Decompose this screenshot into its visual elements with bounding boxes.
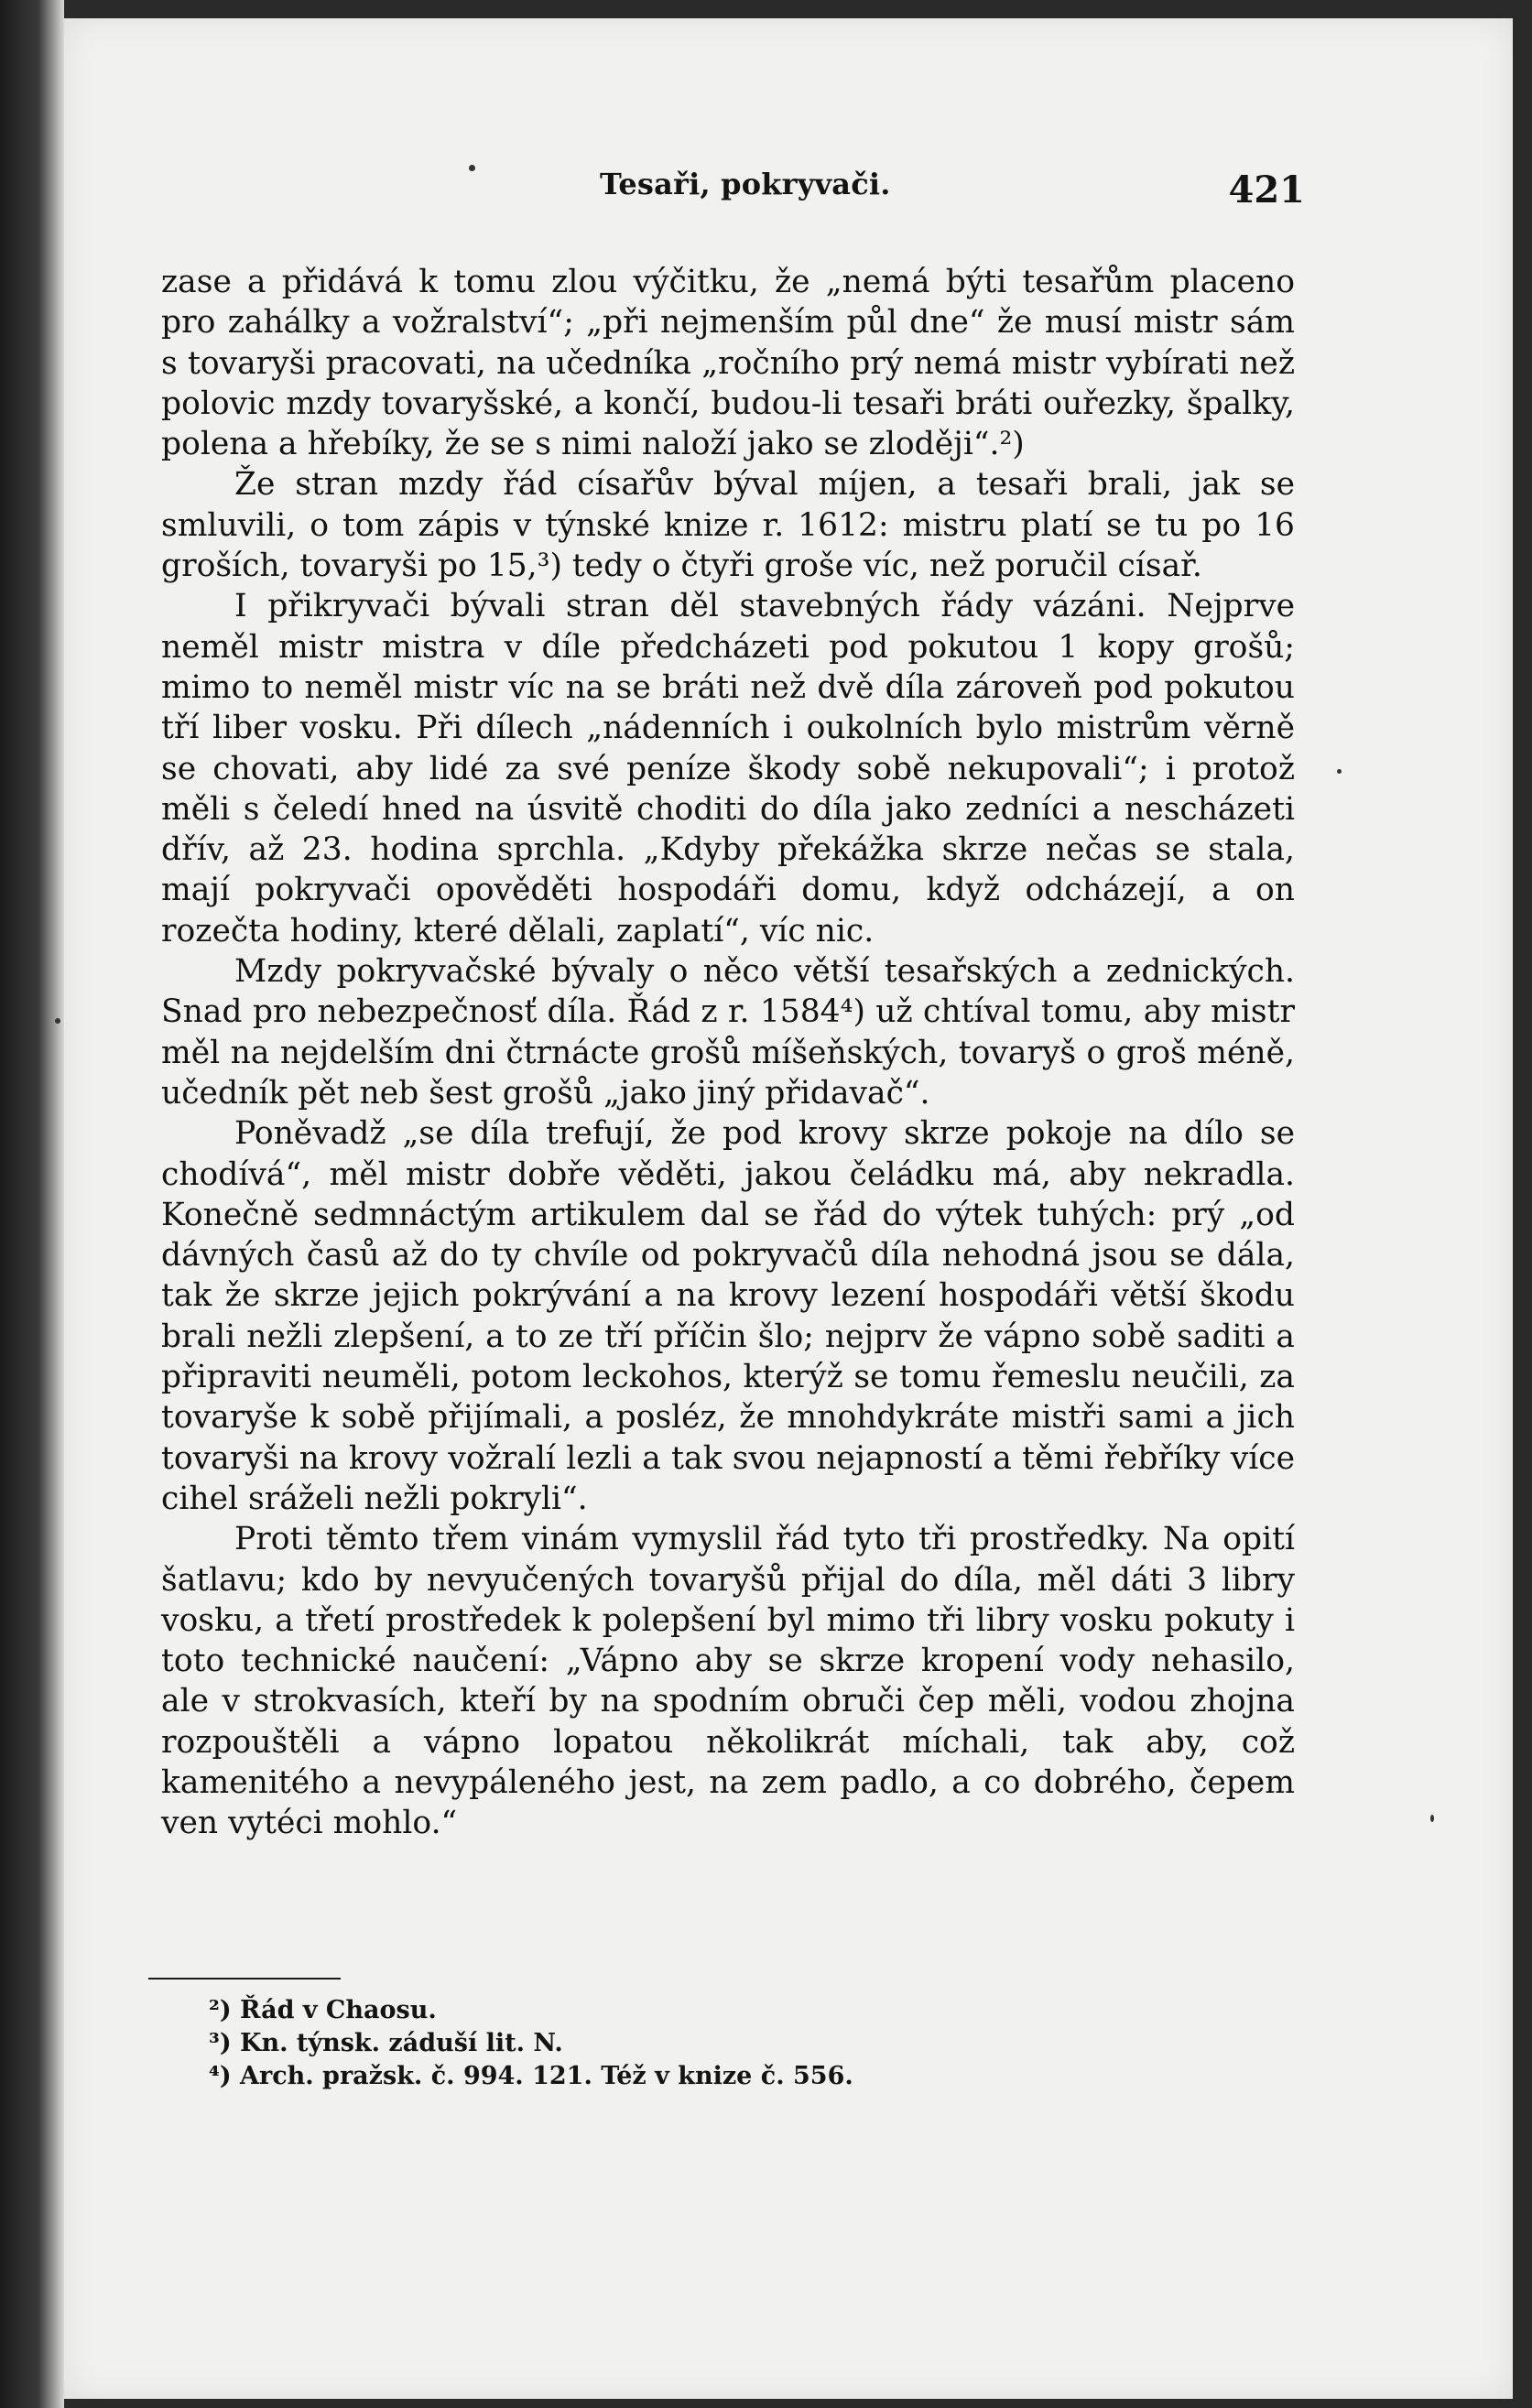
footnote (209, 1994, 1216, 2027)
scan-speck (55, 1018, 60, 1024)
scan-dark-edge (0, 0, 64, 2408)
footnote (209, 2027, 1216, 2060)
paragraph: zase a přidává k tomu zlou výčitku, že „nemá býti tesařům placeno pro zahálky a vožralství“; „při nejmenším půl dne“ že musí mistr sám s tovaryši pracovati, na učedníka „ročního prý nemá mistr vybírati než polovic mzdy tovaryšské, a končí, budou-li tesaři bráti ouřezky, špalky, polena a hřebíky, že se s nimi naloží jako se zloději“.²) (161, 264, 1295, 463)
footnote-mark: ⁴) (209, 2062, 232, 2090)
paragraph: Proti těmto třem vinám vymyslil řád tyto tři prostředky. Na opití šatlavu; kdo by nevyučených tovaryšů přijal do díla, měl dáti 3 libry vosku, a třetí prostředek k polepšení byl mimo tři libry vosku pokuty i toto technické naučení: „Vápno aby se skrze kropení vody nehasilo, ale v strokvasích, kteří by na spodním obruči čep měli, vodou zhojna rozpouštěli a vápno lopatou několikrát míchali, tak aby, což kamenitého a nevypáleného jest, na zem padlo, a co dobrého, čepem ven vytéci mohlo.“ (161, 1521, 1295, 1842)
scan-speck (1337, 769, 1342, 774)
scan-speck (1430, 1815, 1434, 1822)
footnote-mark: ³) (209, 2029, 232, 2057)
footnote-mark: ²) (209, 1996, 232, 2024)
page-header (536, 163, 1305, 218)
paragraph: Poněvadž „se díla trefují, že pod krovy skrze pokoje na dílo se chodívá“, měl mistr dobře věděti, jakou čeládku má, aby nekradla. Konečně sedmnáctým artikulem dal se řád do výtek tuhých: prý „od dávných časů až do ty chvíle od pokryvačů díla nehodná jsou se dála, tak že skrze jejich pokrývání a na krovy lezení hospodáři větší škodu brali nežli zlepšení, a to ze tří příčin šlo; nejprv že vápno sobě saditi a připraviti neuměli, potom leckohos, kterýž se tomu řemeslu neučili, za tovaryše k sobě přijímali, a posléz, že mnohdykráte mistři sami a jich tovaryši na krovy vožralí lezli a tak svou nejapností a těmi řebříky více cihel sráželi nežli pokryli“. (161, 1115, 1295, 1517)
paragraph: Mzdy pokryvačské bývaly o něco větší tesařských a zednických. Snad pro nebezpečnosť díla. Řád z r. 1584⁴) už chtíval tomu, aby mistr měl na nejdelším dni čtrnácte grošů míšeňských, tovaryš o groš méně, učedník pět neb šest grošů „jako jiný přidavač“. (161, 953, 1295, 1112)
body-text (161, 262, 1295, 1844)
footnote-separator (148, 1978, 341, 1980)
footnote-text: Řád v Chaosu. (240, 1996, 437, 2024)
footnotes (209, 1994, 1216, 2093)
scan-speck (469, 165, 475, 171)
running-title: Tesaři, pokryvači. (600, 167, 891, 201)
footnote-text: Arch. pražsk. č. 994. 121. Též v knize č. 556. (240, 2062, 853, 2090)
paragraph: I přikryvači bývali stran děl stavebných řády vázáni. Nejprve neměl mistr mistra v díle předcházeti pod pokutou 1 kopy grošů; mimo to neměl mistr víc na se bráti než dvě díla zároveň pod pokutou tří liber vosku. Při dílech „nádenních i oukolních bylo mistrům věrně se chovati, aby lidé za své peníze škody sobě nekupovali“; i protož měli s čeledí hned na úsvitě choditi do díla jako zedníci a nescházeti dřív, až 23. hodina sprchla. „Kdyby překážka skrze nečas se stala, mají pokryvači opověděti hospodáři domu, když odcházejí, a on rozečta hodiny, které dělali, zaplatí“, víc nic. (161, 588, 1295, 949)
page-number: 421 (1228, 168, 1305, 212)
paragraph: Že stran mzdy řád císařův býval míjen, a tesaři brali, jak se smluvili, o tom zápis v týnské knize r. 1612: mistru platí se tu po 16 groších, tovaryši po 15,³) tedy o čtyři groše víc, než poručil císař. (161, 466, 1295, 585)
footnote (209, 2060, 1216, 2093)
footnote-text: Kn. týnsk. záduší lit. N. (240, 2029, 563, 2057)
